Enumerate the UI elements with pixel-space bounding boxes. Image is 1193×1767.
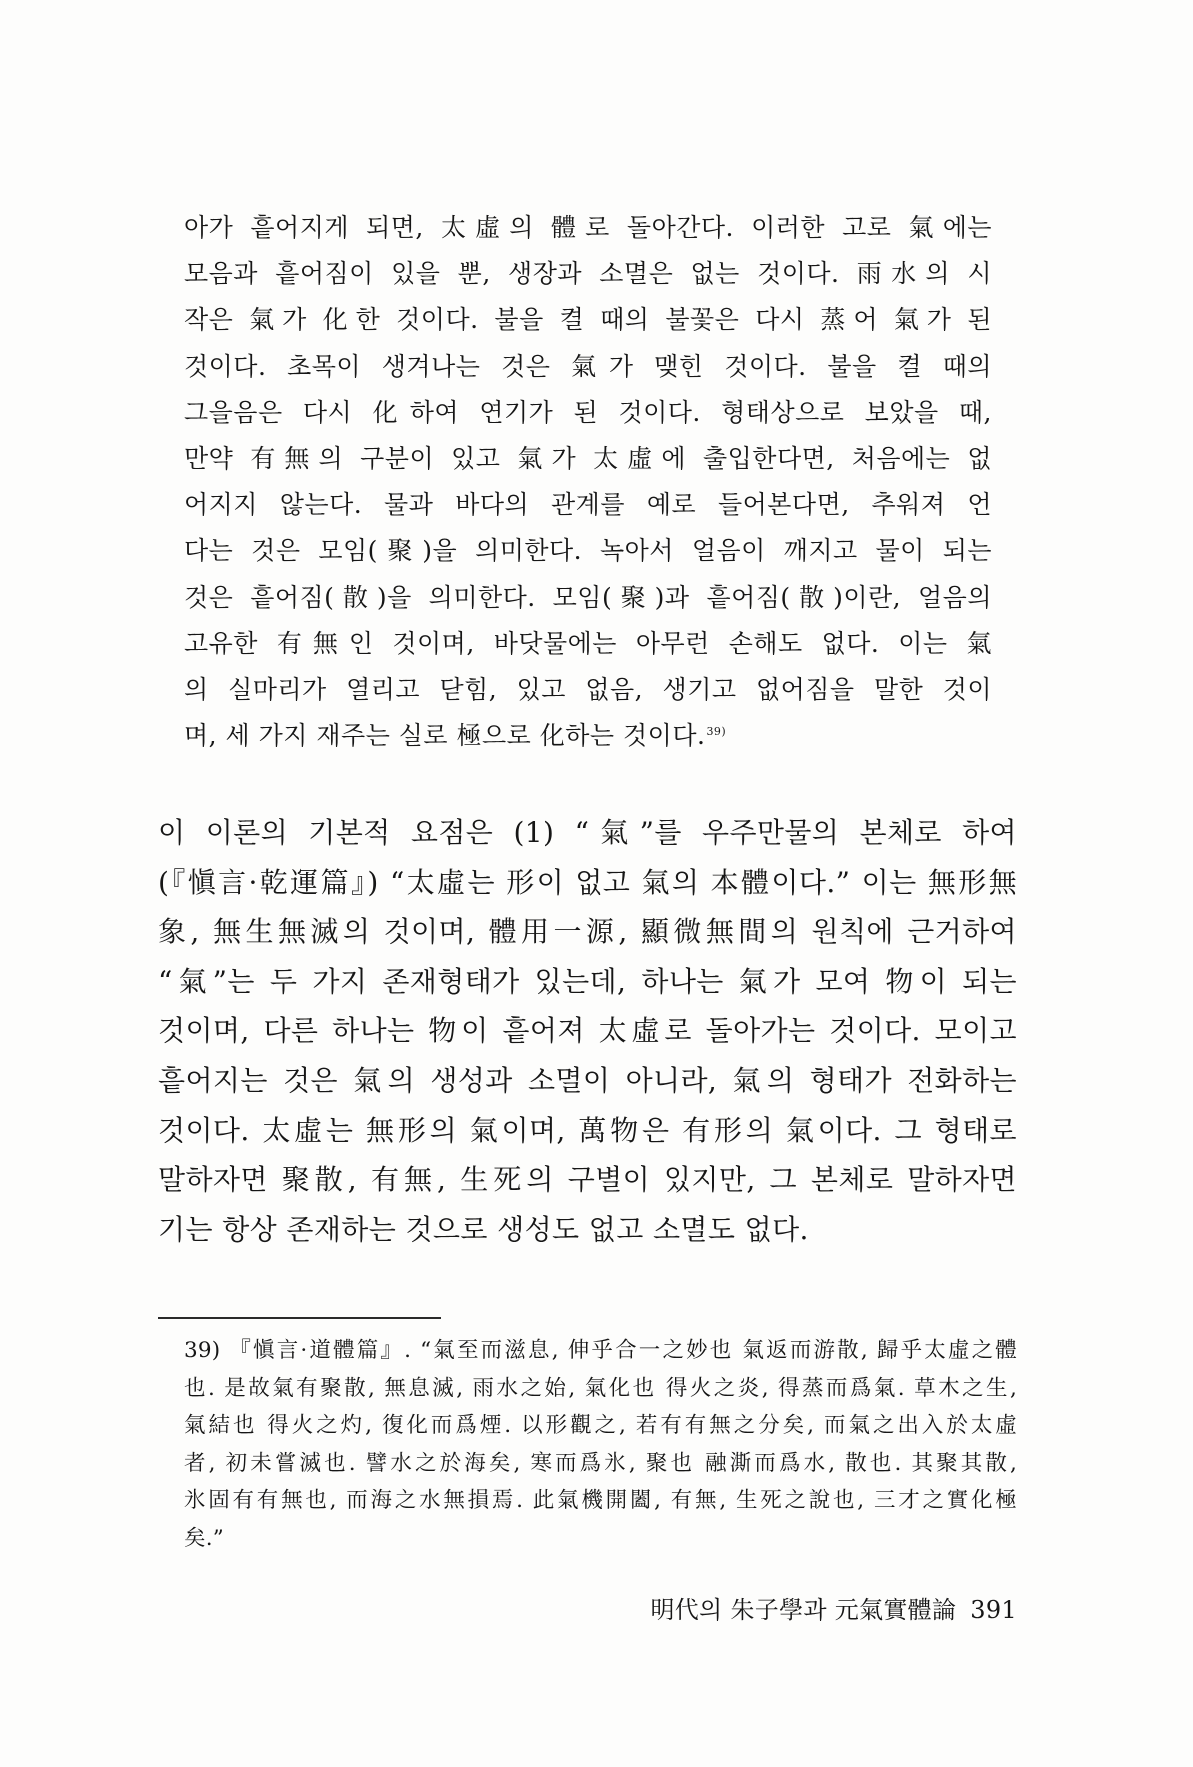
body-line: (『愼言·乾運篇』) “太虛는 形이 없고 氣의 本體이다.” 이는 無形無 xyxy=(158,865,1017,899)
quote-line: 작은 氣가 化한 것이다. 불을 켤 때의 불꽃은 다시 蒸어 氣가 된 xyxy=(184,305,992,335)
footnote-line: 者, 初未嘗滅也. 譬水之於海矣, 寒而爲氷, 聚也 融澌而爲水, 散也. 其聚其散, xyxy=(184,1450,1017,1476)
body-line: 것이며, 다른 하나는 物이 흩어져 太虛로 돌아가는 것이다. 모이고 xyxy=(158,1014,1017,1048)
footnote-line: 39) 『愼言·道體篇』. “氣至而滋息, 伸乎合一之妙也 氣返而游散, 歸乎太虛之體 xyxy=(184,1338,1017,1363)
quote-last-line-text: 며, 세 가지 재주는 실로 極으로 化하는 것이다. xyxy=(184,721,706,751)
quote-line: 모음과 흩어짐이 있을 뿐, 생장과 소멸은 없는 것이다. 雨水의 시 xyxy=(184,259,992,289)
body-line: 象, 無生無滅의 것이며, 體用一源, 顯微無間의 원칙에 근거하여 xyxy=(158,915,1017,949)
body-line: “氣”는 두 가지 존재형태가 있는데, 하나는 氣가 모여 物이 되는 xyxy=(158,964,1017,998)
body-line: 기는 항상 존재하는 것으로 생성도 없고 소멸도 없다. xyxy=(158,1212,809,1246)
footnote-line: 也. 是故氣有聚散, 無息滅, 雨水之始, 氣化也 得火之炎, 得蒸而爲氣. 草木之生, xyxy=(184,1375,1017,1401)
quote-line: 것이다. 초목이 생겨나는 것은 氣가 맺힌 것이다. 불을 켤 때의 xyxy=(184,351,992,381)
body-paragraph xyxy=(158,808,1017,1254)
running-title: 明代의 朱子學과 元氣實體論 xyxy=(650,1596,957,1624)
footnote-reference[interactable]: 39) xyxy=(706,724,727,738)
footnote-divider xyxy=(158,1317,441,1319)
page-number: 391 xyxy=(970,1596,1017,1624)
quote-line: 다는 것은 모임(聚)을 의미한다. 녹아서 얼음이 깨지고 물이 되는 xyxy=(184,536,992,566)
quote-line xyxy=(184,713,992,759)
quote-line: 것은 흩어짐(散)을 의미한다. 모임(聚)과 흩어짐(散)이란, 얼음의 xyxy=(184,582,992,612)
footnote-39 xyxy=(184,1332,1017,1557)
quote-line: 어지지 않는다. 물과 바다의 관계를 예로 들어본다면, 추워져 언 xyxy=(184,490,992,520)
quote-line: 만약 有無의 구분이 있고 氣가 太虛에 출입한다면, 처음에는 없 xyxy=(184,444,992,474)
footnote-line: 氣結也 得火之灼, 復化而爲煙. 以形觀之, 若有有無之分矣, 而氣之出入於太虛 xyxy=(184,1413,1017,1438)
footnote-line: 氷固有有無也, 而海之水無損焉. 此氣機開闔, 有無, 生死之說也, 三才之實化極 xyxy=(184,1488,1017,1513)
body-line: 이 이론의 기본적 요점은 (1) “氣”를 우주만물의 본체로 하여 xyxy=(158,816,1017,849)
quote-line: 고유한 有無인 것이며, 바닷물에는 아무런 손해도 없다. 이는 氣 xyxy=(184,628,992,658)
body-line: 말하자면 聚散, 有無, 生死의 구별이 있지만, 그 본체로 말하자면 xyxy=(158,1163,1017,1197)
quote-line: 의 실마리가 열리고 닫힘, 있고 없음, 생기고 없어짐을 말한 것이 xyxy=(184,675,992,705)
page-footer xyxy=(650,1590,1017,1625)
quote-line: 그을음은 다시 化하여 연기가 된 것이다. 형태상으로 보았을 때, xyxy=(184,397,992,427)
indented-quotation xyxy=(184,205,992,759)
body-line: 것이다. 太虛는 無形의 氣이며, 萬物은 有形의 氣이다. 그 형태로 xyxy=(158,1113,1017,1147)
quote-line: 아가 흩어지게 되면, 太虛의 體로 돌아간다. 이러한 고로 氣에는 xyxy=(184,213,992,242)
footnote-line: 矣.” xyxy=(184,1525,224,1551)
body-line: 흩어지는 것은 氣의 생성과 소멸이 아니라, 氣의 형태가 전화하는 xyxy=(158,1063,1017,1097)
